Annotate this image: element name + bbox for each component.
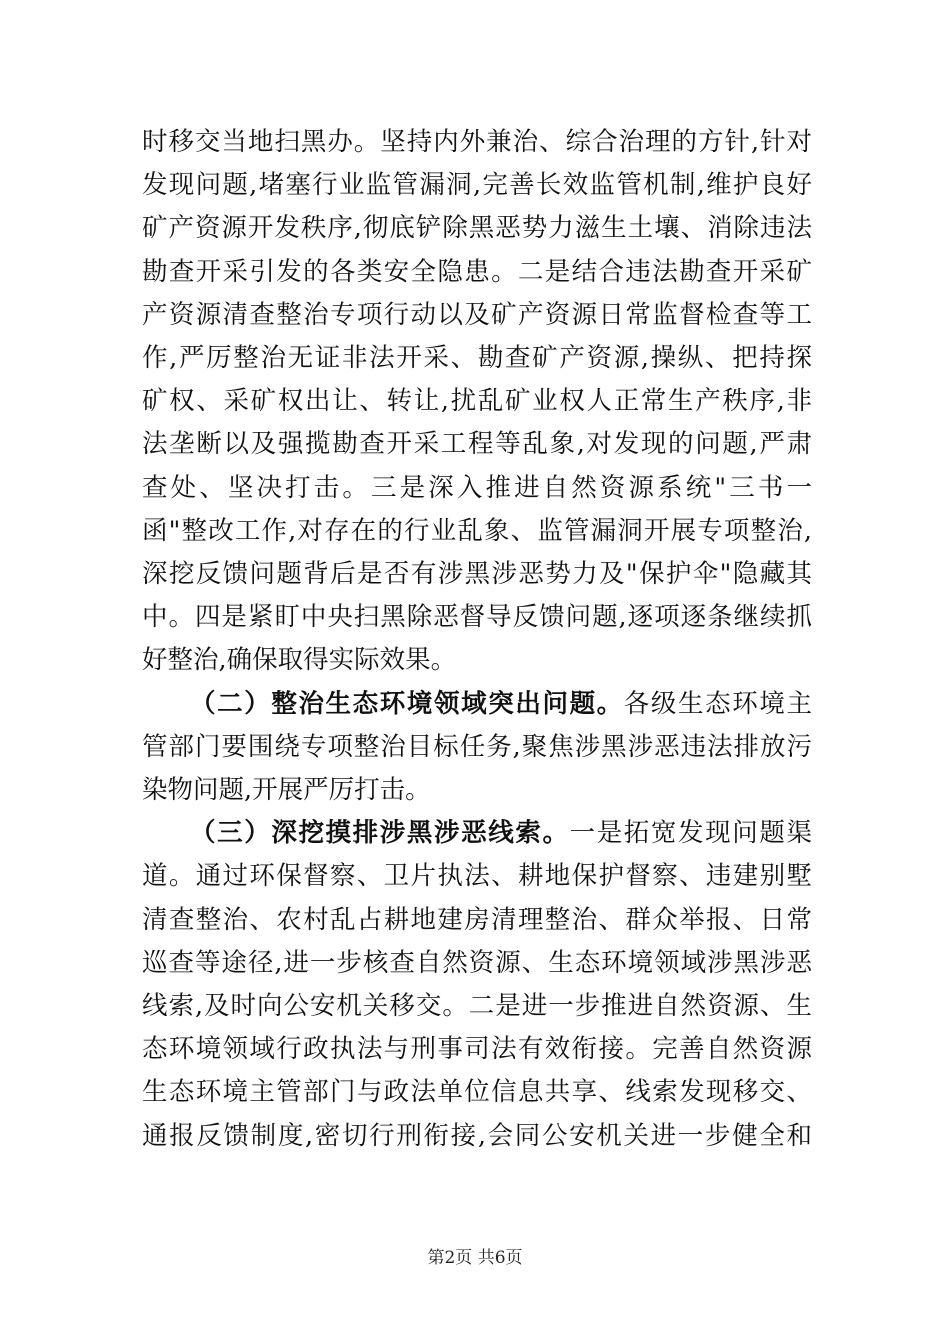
page-footer: 第2页 共6页 (427, 1248, 523, 1268)
body-line: 查处、坚决打击。三是深入推进自然资源系统"三书一 (142, 473, 812, 503)
body-line: 清查整治、农村乱占耕地建房清理整治、群众举报、日常 (142, 905, 812, 935)
body-line: 发现问题,堵塞行业监管漏洞,完善长效监管机制,维护良好 (142, 170, 812, 200)
body-line: 深挖反馈问题背后是否有涉黑涉恶势力及"保护伞"隐藏其 (142, 559, 812, 589)
body-line: 好整治,确保取得实际效果。 (142, 645, 457, 675)
section-heading-line (190, 682, 812, 726)
section-heading-line (190, 811, 812, 855)
body-line: 矿权、采矿权出让、转让,扰乱矿业权人正常生产秩序,非 (142, 386, 812, 416)
section-text: 一是拓宽发现问题渠 (569, 818, 812, 848)
body-line: 道。通过环保督察、卫片执法、耕地保护督察、违建别墅 (142, 861, 812, 891)
body-line: 时移交当地扫黑办。坚持内外兼治、综合治理的方针,针对 (142, 127, 812, 157)
body-line: 染物问题,开展严厉打击。 (142, 775, 431, 805)
body-line: 通报反馈制度,密切行刑衔接,会同公安机关进一步健全和 (142, 1121, 812, 1151)
body-line: 巡查等途径,进一步核查自然资源、生态环境领域涉黑涉恶 (142, 948, 812, 978)
body-line: 管部门要围绕专项整治目标任务,聚焦涉黑涉恶违法排放污 (142, 732, 812, 762)
section-heading: （二）整治生态环境领域突出问题。 (190, 689, 624, 719)
body-line: 产资源清查整治专项行动以及矿产资源日常监督检查等工 (142, 300, 812, 330)
body-line: 函"整改工作,对存在的行业乱象、监管漏洞开展专项整治, (142, 516, 812, 546)
body-line: 生态环境主管部门与政法单位信息共享、线索发现移交、 (142, 1077, 812, 1107)
section-heading: （三）深挖摸排涉黑涉恶线索。 (190, 818, 570, 848)
body-line: 态环境领域行政执法与刑事司法有效衔接。完善自然资源 (142, 1034, 812, 1064)
body-line: 线索,及时向公安机关移交。二是进一步推进自然资源、生 (142, 991, 812, 1021)
body-line: 矿产资源开发秩序,彻底铲除黑恶势力滋生土壤、消除违法 (142, 213, 812, 243)
body-line: 勘查开采引发的各类安全隐患。二是结合违法勘查开采矿 (142, 257, 812, 287)
section-text: 各级生态环境主 (623, 689, 812, 719)
body-line: 作,严厉整治无证非法开采、勘查矿产资源,操纵、把持探 (142, 343, 812, 373)
body-line: 中。四是紧盯中央扫黑除恶督导反馈问题,逐项逐条继续抓 (142, 602, 812, 632)
body-line: 法垄断以及强揽勘查开采工程等乱象,对发现的问题,严肃 (142, 429, 812, 459)
